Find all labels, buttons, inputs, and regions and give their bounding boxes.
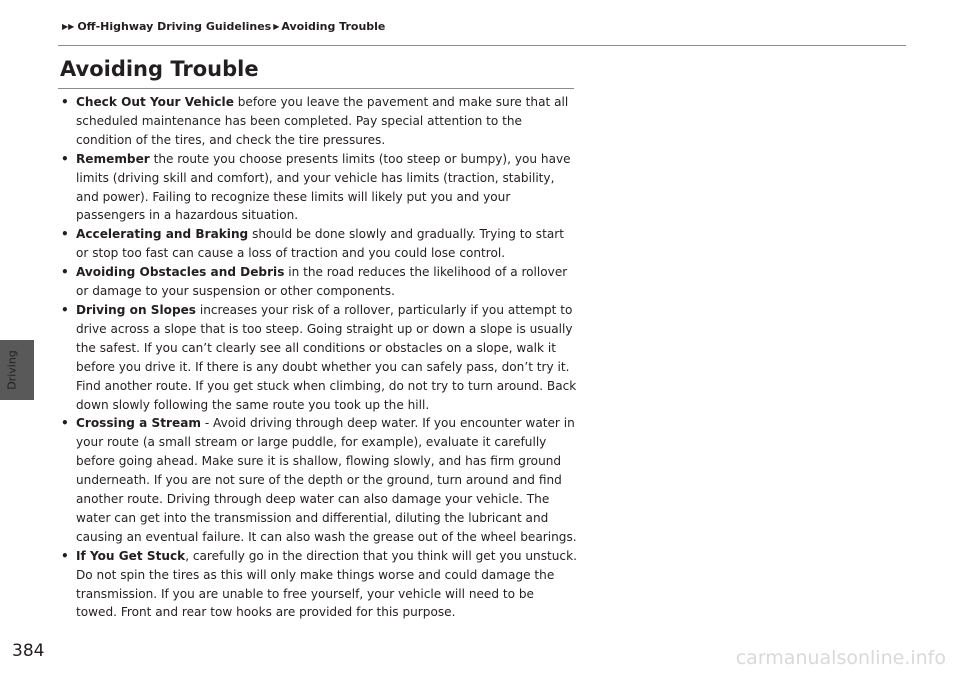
list-item	[60, 93, 578, 150]
bullet-icon: •	[61, 548, 69, 563]
item-text: , carefully go in the direction that you think will get you unstuck. Do not spin the tires as this will only make things worse and could damage the transmission. If you are unable to free yourself, your vehicle will need to be towed. Front and rear tow hooks are provided for this purpose.	[76, 548, 577, 620]
item-text: in the road reduces the likelihood of a rollover or damage to your suspension or other components.	[76, 265, 568, 299]
header-divider	[58, 45, 906, 46]
breadcrumb	[62, 20, 385, 33]
bullet-icon: •	[61, 95, 69, 109]
triangle-right-icon: ▶	[273, 22, 280, 31]
item-term: Driving on Slopes	[76, 302, 197, 317]
list-item	[60, 263, 578, 301]
item-term: Crossing a Stream	[76, 416, 201, 431]
item-term: Check Out Your Vehicle	[76, 95, 234, 109]
item-term: Avoiding Obstacles and Debris	[76, 265, 285, 280]
item-term: Accelerating and Braking	[76, 227, 249, 242]
bullet-icon: •	[61, 227, 69, 242]
section-label: Driving	[5, 350, 19, 390]
page-title: Avoiding Trouble	[60, 57, 259, 81]
item-text: increases your risk of a rollover, particularly if you attempt to drive across a slope that is too steep. Going straight up or down a slope is usually the safest. If you can’t clearly see all conditions or obstacles on a slope, walk it before you drive it. If there is any doubt whether you can safely pass, don’t try it. Find another route. If you get stuck when climbing, do not try to turn around. Back down slowly following the same route you took up the hill.	[76, 302, 577, 412]
bullet-icon: •	[61, 416, 69, 431]
list-item	[60, 414, 578, 546]
item-text: should be done slowly and gradually. Trying to start or stop too fast can cause a loss of traction and you could lose control.	[76, 227, 564, 261]
breadcrumb-level1[interactable]: Off-Highway Driving Guidelines	[77, 20, 272, 33]
item-text: - Avoid driving through deep water. If you encounter water in your route (a small stream or large puddle, for example), evaluate it carefully before going ahead. Make sure it is shallow, flowing slowly, and has firm ground underneath. If you are not sure of the depth or the ground, turn around and find another route. Driving through deep water can also damage your vehicle. The water can get into the transmission and differential, diluting the lubricant and causing an eventual failure. It can also wash the grease out of the wheel bearings.	[76, 416, 577, 544]
watermark: carmanualsonline.info	[735, 647, 946, 669]
double-triangle-right-icon: ▶▶	[62, 22, 75, 31]
guideline-list	[60, 93, 578, 622]
list-item	[60, 301, 578, 414]
item-text: the route you choose presents limits (too steep or bumpy), you have limits (driving skill and comfort), and your vehicle has limits (traction, stability, and power). Failing to recognize these limits will likely put you and your passengers in a hazardous situation.	[76, 151, 571, 223]
list-item	[60, 547, 578, 623]
list-item	[60, 225, 578, 263]
breadcrumb-level2[interactable]: Avoiding Trouble	[281, 20, 386, 33]
bullet-icon: •	[61, 151, 69, 166]
page-number: 384	[12, 641, 45, 661]
bullet-icon: •	[61, 265, 69, 280]
item-text: before you leave the pavement and make sure that all scheduled maintenance has been completed. Pay special attention to the condition of the tires, and check the tire pressures.	[76, 95, 569, 147]
list-item	[60, 150, 578, 226]
title-divider	[58, 88, 574, 89]
bullet-icon: •	[61, 302, 69, 317]
item-term: Remember	[76, 151, 150, 166]
item-term: If You Get Stuck	[76, 548, 186, 563]
